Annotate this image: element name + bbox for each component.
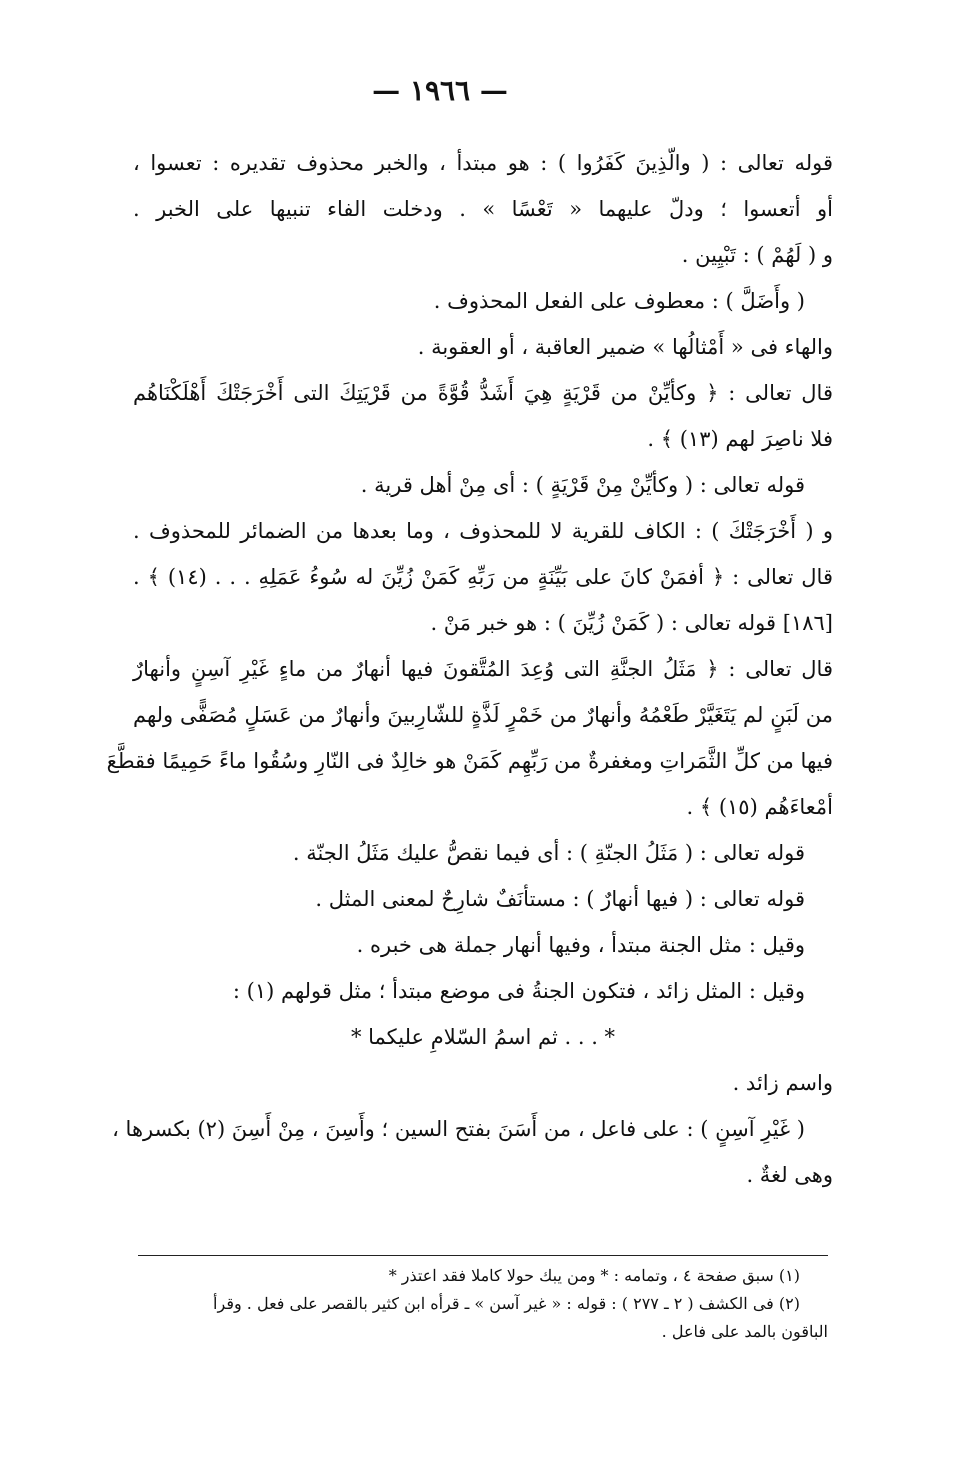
quran-verse-line: فلا ناصِرَ لهم (١٣) ﴾ . [647,427,833,451]
body-text [106,140,833,1198]
footnote: (٢) فى الكشف ( ٢ ـ ٢٧٧ ) : قوله : « غير آسن » ـ قرأه ابن كثير بالقصر على فعل . وقرأ [213,1294,800,1313]
text-line: وقيل : مثل الجنة مبتدأ ، وفيها أنهار جملة هى خبره . [356,933,805,957]
text-line: [١٨٦] قوله تعالى : ( كَمَنْ زُيِّنَ ) : هو خبر مَنْ . [430,611,833,635]
text-line: والهاء فى « أَمْثالُها » ضمير العاقبة ، أو العقوبة . [417,335,833,359]
text-line: واسم زائد . [732,1071,833,1095]
page-number: — ١٩٦٦ — [372,74,508,107]
text-line: وقيل : المثل زائد ، فتكون الجنةُ فى موضع مبتدأ ؛ مثل قولهم (١) : [232,979,805,1003]
text-line: ( وأَضَلَّ ) : معطوف على الفعل المحذوف . [433,289,805,313]
footnote-continuation: الباقون بالمد على فاعل . [661,1322,828,1341]
quran-verse-line: من لَبَنٍ لم يَتَغَيَّرْ طَعْمُهُ وأنهارٌ من خَمْرٍ لَذَّةٍ للشّارِبينَ وأنهارٌ من عَسَلٍ مُصَفًّى ولهم [133,703,833,727]
footnotes [138,1262,828,1346]
text-line: قوله تعالى : ( مَثَلُ الجنّةِ ) : أى فيما نقصُّ عليك مَثَلُ الجنّة . [292,841,805,865]
text-line: و ( لَهُمْ ) : تَبْيِين . [681,243,833,267]
poetry-line: * . . . ثم اسمُ السّلامِ عليكما * [350,1025,616,1049]
footnote-divider [138,1255,828,1256]
quran-verse-line: أمْعاءَهُم (١٥) ﴾ . [686,795,833,819]
text-line: و ( أَخْرَجَتْكَ ) : الكاف للقرية لا للمحذوف ، وما بعدها من الضمائر للمحذوف . [133,519,833,543]
quran-verse-line: قال تعالى : ﴿ أفمَنْ كانَ على بَيِّنَةٍ من رَبِّهِ كَمَنْ زُيِّنَ له سُوءُ عَمَلِهِ . . . (١٤) ﴾ . [133,565,833,589]
text-line: قوله تعالى : ( فيها أنهارٌ ) : مستأنَفٌ شارِحٌ لمعنى المثل . [315,887,805,911]
footnote: (١) سبق صفحة ٤ ، وتمامه : * ومن يبك حولا كاملا فقد اعتذر * [388,1266,800,1285]
text-line: أو أتعسوا ؛ ودلّ عليهما « تَعْسًا » . ودخلت الفاء تنبيها على الخبر . [133,197,833,221]
quran-verse-line: فيها من كلِّ الثَّمَراتِ ومغفرةٌ من رَبِّهِم كَمَنْ هو خالِدٌ فى النّارِ وسُقُوا ماءً حَمِيمًا فقطَّعَ [106,749,833,773]
text-line: قوله تعالى : ( والّذِينَ كَفَرُوا ) : هو مبتدأ ، والخبر محذوف تقديره : تعسوا ، [133,151,833,175]
text-line: قوله تعالى : ( وكأيِّنْ مِنْ قَرْيَةٍ ) : أى مِنْ أهل قرية . [360,473,805,497]
quran-verse-line: قال تعالى : ﴿ مَثَلُ الجنَّةِ التى وُعِدَ المُتَّقونَ فيها أنهارٌ من ماءٍ غَيْرِ آسِنٍ وأنهارٌ [133,657,833,681]
text-line: ( غَيْرِ آسِنٍ ) : على فاعل ، من أَسَنَ بفتح السين ؛ وأَسِنَ ، مِنْ أَسِنَ (٢) بكسرها ، [112,1117,805,1141]
text-line: وهى لغةٌ . [746,1163,833,1187]
quran-verse-line: قال تعالى : ﴿ وكأيِّنْ من قَرْيَةٍ هِيَ أَشَدُّ قُوَّةً من قَرْيَتِكَ التى أَخْرَجَتْكَ أَهْلَكْنَاهُم [133,381,833,405]
